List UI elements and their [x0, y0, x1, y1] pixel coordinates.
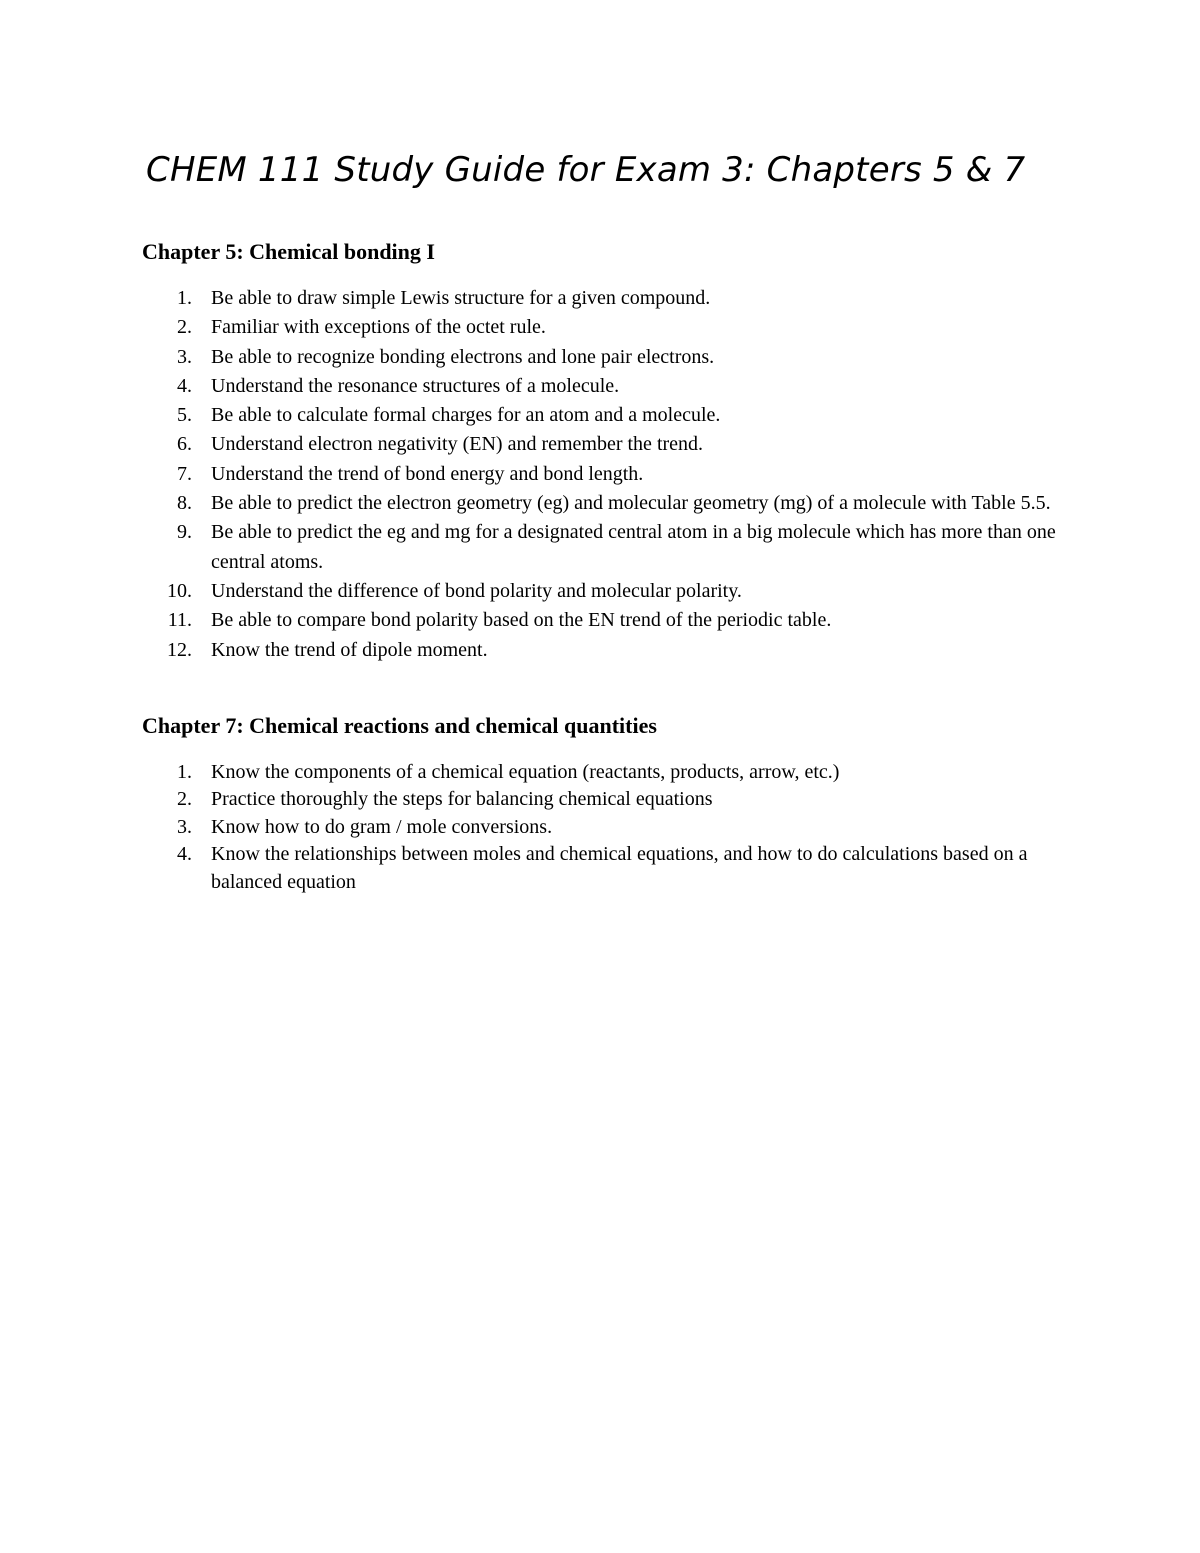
item-text: Be able to calculate formal charges for an atom and a molecule.	[211, 404, 721, 427]
item-text: Know the components of a chemical equation (reactants, products, arrow, etc.)	[211, 761, 840, 783]
list-item	[142, 460, 1082, 489]
list-item	[142, 430, 1082, 459]
item-number: 12.	[167, 638, 192, 661]
list-item	[142, 786, 1082, 813]
item-text: Familiar with exceptions of the octet rule.	[211, 316, 546, 339]
item-text: Know how to do gram / mole conversions.	[211, 815, 553, 838]
item-text: Understand the trend of bond energy and bond length.	[211, 462, 644, 485]
list-item	[142, 759, 1082, 786]
list-item	[142, 577, 1082, 606]
item-number: 6.	[177, 433, 192, 456]
list-item	[142, 814, 1082, 841]
item-number: 4.	[177, 374, 192, 397]
item-text: Know the trend of dipole moment.	[211, 638, 488, 661]
item-text: Be able to draw simple Lewis structure for a given compound.	[211, 287, 711, 309]
item-number: 1.	[177, 287, 192, 309]
list-item	[142, 518, 1082, 577]
section-heading-chapter-5: Chapter 5: Chemical bonding I	[142, 239, 435, 264]
item-number: 4.	[177, 843, 192, 866]
list-item	[142, 313, 1082, 342]
list-item	[142, 284, 1082, 313]
item-number: 11.	[167, 609, 192, 632]
item-text: Be able to predict the eg and mg for a designated central atom in a big molecule which has more than one central atoms.	[211, 521, 1056, 573]
item-number: 2.	[177, 788, 192, 811]
list-item	[142, 343, 1082, 372]
item-text: Be able to predict the electron geometry (eg) and molecular geometry (mg) of a molecule with Table 5.5.	[211, 492, 1051, 515]
item-number: 3.	[177, 815, 192, 838]
item-text: Understand the resonance structures of a molecule.	[211, 374, 620, 397]
list-item	[142, 636, 1082, 665]
list-item	[142, 401, 1082, 430]
item-text: Be able to recognize bonding electrons and lone pair electrons.	[211, 345, 715, 368]
item-number: 2.	[177, 316, 192, 339]
list-item	[142, 841, 1082, 896]
item-number: 8.	[177, 492, 192, 515]
item-number: 7.	[177, 462, 192, 485]
item-text: Practice thoroughly the steps for balancing chemical equations	[211, 788, 713, 811]
chapter-5-list	[142, 284, 1082, 665]
item-text: Understand electron negativity (EN) and remember the trend.	[211, 433, 704, 456]
page-title: CHEM 111 Study Guide for Exam 3: Chapters 5 & 7	[146, 150, 1026, 190]
item-number: 10.	[167, 579, 192, 602]
item-text: Know the relationships between moles and chemical equations, and how to do calculations based on a balanced equation	[211, 843, 1028, 893]
item-text: Understand the difference of bond polarity and molecular polarity.	[211, 579, 742, 602]
item-number: 1.	[177, 761, 192, 783]
section-heading-chapter-7: Chapter 7: Chemical reactions and chemical quantities	[142, 713, 657, 738]
item-number: 5.	[177, 404, 192, 427]
item-text: Be able to compare bond polarity based on the EN trend of the periodic table.	[211, 609, 832, 632]
list-item	[142, 606, 1082, 635]
list-item	[142, 372, 1082, 401]
chapter-7-list	[142, 759, 1082, 896]
item-number: 3.	[177, 345, 192, 368]
item-number: 9.	[177, 521, 192, 544]
list-item	[142, 489, 1082, 518]
